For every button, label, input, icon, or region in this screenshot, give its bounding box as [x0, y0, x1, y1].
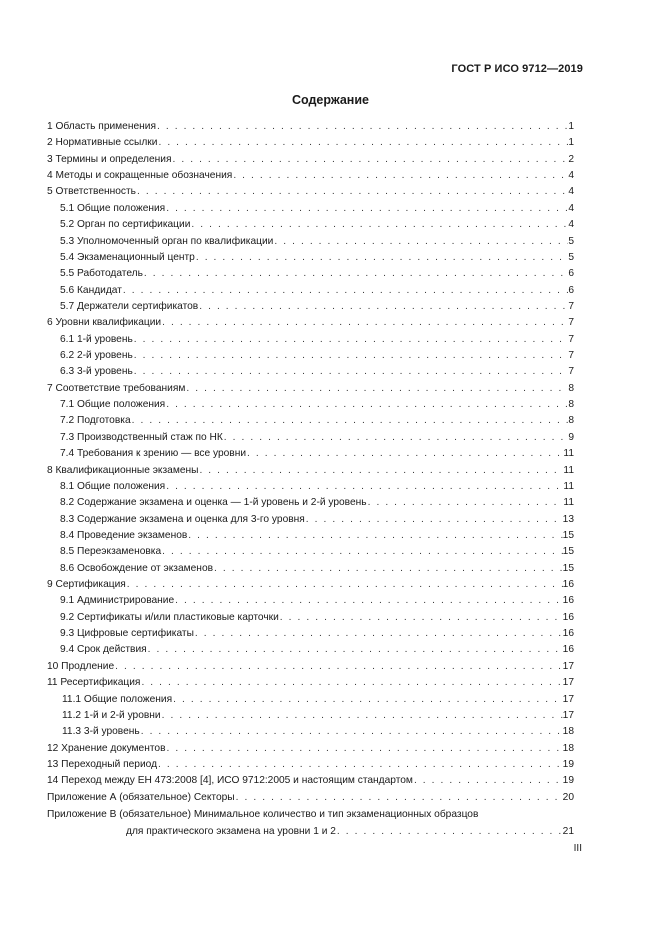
toc-entry[interactable]: [47, 299, 574, 315]
toc-entry-page: 11: [563, 497, 574, 509]
toc-entry-page: 7: [568, 333, 574, 345]
toc-entry-label: 1 Область применения: [47, 120, 156, 132]
toc-entry[interactable]: [47, 610, 574, 626]
toc-entry[interactable]: [47, 381, 574, 397]
toc-entry[interactable]: [47, 544, 574, 560]
dot-leader: [223, 430, 569, 446]
toc-entry-page: 11: [563, 448, 574, 460]
dot-leader: [114, 659, 563, 675]
toc-entries: [47, 119, 574, 806]
dot-leader: [185, 381, 568, 397]
toc-entry-page: 1: [568, 137, 574, 149]
toc-entry-label: 4 Методы и сокращенные обозначения: [47, 170, 233, 182]
toc-entry-page: 19: [562, 759, 574, 770]
toc-entry[interactable]: [47, 430, 574, 446]
toc-entry[interactable]: [47, 315, 574, 331]
toc-entry-page: 15: [562, 562, 574, 574]
toc-entry-page: 18: [562, 742, 574, 754]
toc-entry-label: 5 Ответственность: [47, 186, 136, 198]
dot-leader: [187, 528, 562, 544]
toc-entry-label: 11.2 1-й и 2-й уровни: [62, 709, 161, 721]
dot-leader: [147, 642, 563, 658]
toc-entry[interactable]: [47, 561, 574, 577]
toc-entry[interactable]: [47, 675, 574, 691]
toc-entry-label: 3 Термины и определения: [47, 153, 172, 165]
toc-entry[interactable]: [47, 364, 574, 380]
toc-entry-label: 9.2 Сертификаты и/или пластиковые карточки: [60, 611, 279, 623]
toc-entry[interactable]: [47, 446, 574, 462]
dot-leader: [195, 250, 569, 266]
toc-entry-page: 4: [568, 202, 574, 214]
toc-entry-label: 5.2 Орган по сертификации: [60, 219, 191, 231]
dot-leader: [140, 724, 563, 740]
toc-entry-label: Приложение А (обязательное) Секторы: [47, 791, 235, 803]
toc-entry-page: 8: [568, 382, 574, 394]
toc-entry-page: 9: [568, 431, 574, 443]
toc-entry[interactable]: [47, 724, 574, 740]
toc-entry-page: 8: [568, 399, 574, 411]
toc-entry[interactable]: [47, 413, 574, 429]
standard-header: ГОСТ Р ИСО 9712—2019: [451, 63, 583, 75]
toc-entry-label: 5.1 Общие положения: [60, 202, 166, 214]
toc-entry-label: 9.1 Администрирование: [60, 595, 175, 607]
page-number: III: [573, 843, 582, 854]
toc-entry-page: 16: [562, 579, 574, 591]
dot-leader: [122, 283, 568, 299]
dot-leader: [235, 790, 563, 806]
dot-leader: [156, 119, 568, 135]
toc-entry[interactable]: [47, 708, 574, 724]
dot-leader: [246, 446, 563, 462]
toc-entry-page: 2: [568, 153, 574, 165]
dot-leader: [165, 201, 568, 217]
toc-entry-label: 5.6 Кандидат: [60, 284, 122, 296]
toc-entry[interactable]: [47, 495, 574, 511]
toc-entry-page: 16: [562, 611, 574, 623]
toc-entry-label: 6.1 1-й уровень: [60, 333, 133, 345]
toc-entry-label: 8 Квалификационные экзамены: [47, 464, 199, 476]
toc-entry-label: 6.3 3-й уровень: [60, 366, 133, 378]
toc-entry[interactable]: [47, 201, 574, 217]
table-of-contents: [47, 119, 574, 840]
dot-leader: [190, 217, 568, 233]
dot-leader: [165, 397, 568, 413]
dot-leader: [161, 708, 563, 724]
toc-entry[interactable]: [47, 692, 574, 708]
toc-entry-label: 13 Переходный период: [47, 759, 158, 770]
toc-entry-label: 7.3 Производственный стаж по НК: [60, 431, 223, 443]
toc-entry-label: 6 Уровни квалификации: [47, 317, 162, 329]
dot-leader: [136, 184, 568, 200]
toc-entry[interactable]: [47, 773, 574, 789]
toc-entry-label: 8.2 Содержание экзамена и оценка — 1-й уровень и 2-й уровень: [60, 497, 367, 509]
toc-entry[interactable]: [47, 593, 574, 609]
toc-entry[interactable]: [47, 184, 574, 200]
toc-entry-page: 7: [568, 350, 574, 362]
dot-leader: [143, 266, 568, 282]
toc-entry-label: 7.2 Подготовка: [60, 415, 131, 427]
dot-leader: [336, 823, 563, 840]
dot-leader: [133, 348, 569, 364]
dot-leader: [172, 692, 563, 708]
toc-entry-label: 9.4 Срок действия: [60, 644, 147, 656]
dot-leader: [367, 495, 564, 511]
toc-entry[interactable]: [47, 626, 574, 642]
dot-leader: [165, 741, 562, 757]
toc-entry[interactable]: [47, 790, 574, 806]
page-title: Содержание: [291, 93, 369, 107]
toc-entry[interactable]: [47, 119, 574, 135]
toc-entry-page: 11: [563, 464, 574, 476]
toc-entry-label: 7 Соответствие требованиям: [47, 382, 186, 394]
toc-entry-label: 6.2 2-й уровень: [60, 350, 133, 362]
toc-entry-label: 5.3 Уполномоченный орган по квалификации: [60, 235, 274, 247]
toc-entry-page: 7: [568, 300, 574, 312]
toc-entry[interactable]: [47, 266, 574, 282]
toc-entry-label: 11.3 3-й уровень: [62, 726, 140, 738]
toc-entry-page: 17: [562, 677, 574, 689]
toc-entry-page: 7: [568, 366, 574, 378]
dot-leader: [273, 234, 568, 250]
toc-entry[interactable]: [47, 250, 574, 266]
toc-entry-page: 8: [568, 415, 574, 427]
toc-entry-label: 8.6 Освобождение от экзаменов: [60, 562, 214, 574]
dot-leader: [157, 135, 568, 151]
toc-entry-page: 6: [568, 268, 574, 280]
dot-leader: [413, 773, 563, 789]
toc-entry-label: 9 Сертификация: [47, 579, 126, 591]
toc-entry-page: 21: [562, 826, 574, 838]
dot-leader: [161, 315, 568, 331]
dot-leader: [133, 364, 569, 380]
dot-leader: [140, 675, 562, 691]
dot-leader: [161, 544, 563, 560]
toc-entry[interactable]: [47, 741, 574, 757]
toc-entry-page: 16: [562, 644, 574, 656]
dot-leader: [157, 757, 563, 773]
toc-entry-label: 2 Нормативные ссылки: [47, 137, 158, 149]
toc-entry-page: 19: [562, 775, 574, 787]
toc-entry-page: 4: [568, 186, 574, 198]
toc-entry[interactable]: [47, 168, 574, 184]
toc-entry-label: 7.4 Требования к зрению — все уровни: [60, 448, 247, 460]
dot-leader: [165, 479, 563, 495]
toc-entry-page: 7: [568, 317, 574, 329]
toc-entry-page: 17: [562, 709, 574, 721]
toc-entry-label: 12 Хранение документов: [47, 742, 166, 754]
dot-leader: [198, 463, 563, 479]
toc-entry-page: 5: [568, 235, 574, 247]
toc-entry-page: 6: [568, 284, 574, 296]
dot-leader: [305, 512, 563, 528]
toc-entry[interactable]: [47, 234, 574, 250]
toc-entry-label: 5.7 Держатели сертификатов: [60, 300, 199, 312]
toc-entry-label-line2: для практического экзамена на уровни 1 и 2: [126, 826, 336, 838]
toc-entry-page: 1: [568, 120, 574, 132]
dot-leader: [174, 593, 563, 609]
toc-entry[interactable]: [47, 643, 574, 659]
toc-entry[interactable]: [47, 348, 574, 364]
toc-entry-label: 10 Продление: [47, 660, 115, 672]
toc-entry-page: 4: [568, 219, 574, 231]
toc-entry-label: 8.5 Переэкзаменовка: [60, 546, 162, 558]
toc-entry[interactable]: [47, 479, 574, 495]
toc-entry[interactable]: [47, 283, 574, 299]
toc-entry[interactable]: [47, 397, 574, 413]
toc-entry[interactable]: [47, 463, 574, 479]
toc-entry-page: 20: [562, 791, 574, 803]
toc-entry-page: 13: [562, 513, 574, 525]
toc-entry-label: 5.5 Работодатель: [60, 268, 143, 280]
toc-entry-annex-b[interactable]: [47, 806, 574, 840]
toc-entry-label: 5.4 Экзаменационный центр: [60, 251, 195, 263]
toc-entry-label: 9.3 Цифровые сертификаты: [60, 628, 194, 640]
toc-entry[interactable]: [47, 135, 574, 151]
toc-entry-page: 16: [562, 595, 574, 607]
toc-entry-page: 5: [568, 251, 574, 263]
toc-entry-label: 11 Ресертификация: [47, 677, 141, 689]
toc-entry[interactable]: [47, 528, 574, 544]
toc-entry-label-line1: Приложение В (обязательное) Минимальное количество и тип экзаменационных образцов: [47, 809, 479, 821]
toc-entry-page: 11: [563, 480, 574, 492]
toc-entry-page: 4: [568, 170, 574, 182]
toc-entry[interactable]: [47, 152, 574, 168]
dot-leader: [131, 413, 569, 429]
toc-entry-page: 18: [562, 726, 574, 738]
toc-entry-label: 8.1 Общие положения: [60, 480, 166, 492]
toc-entry[interactable]: [47, 577, 574, 593]
toc-entry-label: 14 Переход между ЕН 473:2008 [4], ИСО 9712:2005 и настоящим стандартом: [47, 775, 413, 787]
toc-entry[interactable]: [47, 217, 574, 233]
toc-entry-page: 15: [562, 546, 574, 558]
dot-leader: [213, 561, 563, 577]
toc-entry-label: 8.4 Проведение экзаменов: [60, 529, 188, 541]
toc-entry[interactable]: [47, 757, 574, 773]
toc-entry[interactable]: [47, 512, 574, 528]
toc-entry-label: 8.3 Содержание экзамена и оценка для 3-го уровня: [60, 513, 305, 525]
dot-leader: [171, 152, 568, 168]
dot-leader: [232, 168, 568, 184]
toc-entry-label: 11.1 Общие положения: [62, 693, 173, 705]
dot-leader: [133, 332, 569, 348]
toc-entry-page: 15: [562, 529, 574, 541]
dot-leader: [198, 299, 568, 315]
dot-leader: [126, 577, 563, 593]
toc-entry-page: 17: [562, 693, 574, 705]
toc-entry-label: 7.1 Общие положения: [60, 399, 166, 411]
toc-entry[interactable]: [47, 659, 574, 675]
toc-entry-page: 17: [562, 660, 574, 672]
dot-leader: [279, 610, 563, 626]
toc-entry-page: 16: [562, 628, 574, 640]
toc-entry[interactable]: [47, 332, 574, 348]
dot-leader: [194, 626, 563, 642]
